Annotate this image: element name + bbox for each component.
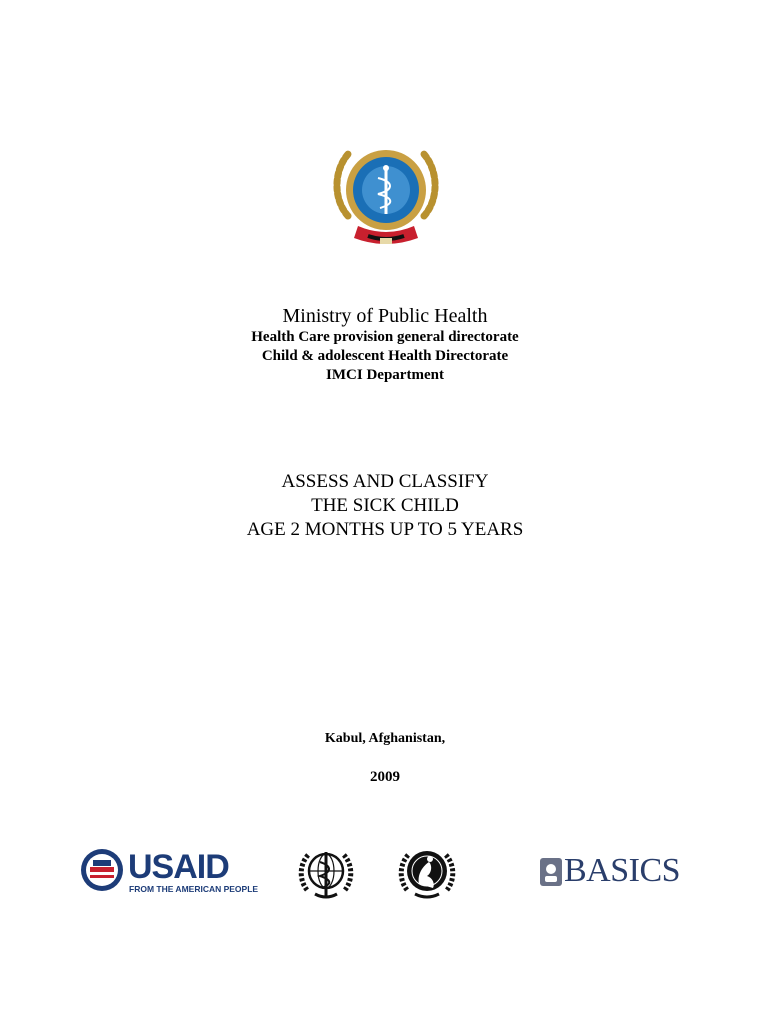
directorate-block (0, 328, 770, 385)
partner-logos (0, 840, 770, 904)
department-line: IMCI Department (326, 367, 444, 383)
usaid-logo (80, 846, 259, 896)
basics-wordmark: BASICS (564, 852, 681, 889)
ministry-name: Ministry of Public Health (282, 305, 488, 327)
place-text: Kabul, Afghanistan, (324, 731, 446, 746)
ministry-block (0, 304, 770, 328)
unicef-emblem-icon (397, 844, 457, 902)
usaid-seal-icon (80, 848, 124, 892)
title-line-1: ASSESS AND CLASSIFY (281, 471, 489, 492)
year-text: 2009 (370, 769, 400, 785)
title-line-3: AGE 2 MONTHS UP TO 5 YEARS (246, 519, 524, 540)
usaid-wordmark: USAID (128, 848, 229, 886)
who-emblem-icon (297, 844, 355, 902)
document-title (0, 470, 770, 542)
title-line-2: THE SICK CHILD (311, 495, 459, 516)
basics-mark-icon (540, 858, 562, 886)
directorate-line-1: Health Care provision general directorate (251, 329, 519, 345)
basics-logo (540, 852, 690, 892)
ministry-emblem-icon (328, 138, 444, 254)
usaid-tagline: FROM THE AMERICAN PEOPLE (129, 884, 259, 894)
directorate-line-2: Child & adolescent Health Directorate (261, 348, 509, 364)
